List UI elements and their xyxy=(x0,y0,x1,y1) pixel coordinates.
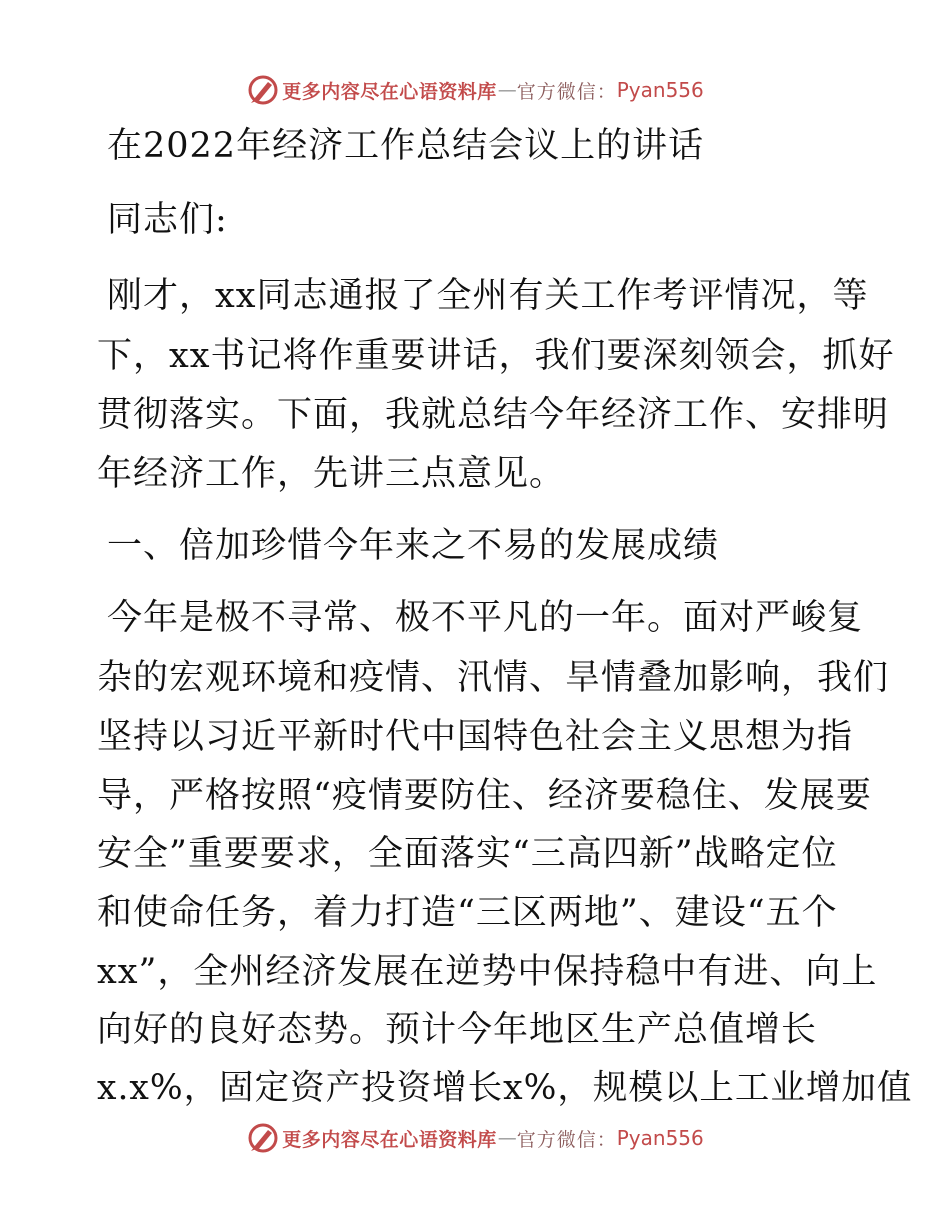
watermark-dash: — xyxy=(497,79,516,101)
pen-logo-icon xyxy=(246,1121,280,1155)
paragraph-2-line-2: 杂的宏观环境和疫情、汛情、旱情叠加影响，我们 xyxy=(97,658,890,698)
watermark-official-label: 官方微信： xyxy=(516,80,617,103)
pen-logo-icon xyxy=(246,73,280,107)
watermark-dash: — xyxy=(497,1127,516,1149)
watermark-account: Pyan556 xyxy=(616,1126,704,1150)
watermark-brand: 更多内容尽在心语资料库 xyxy=(282,80,497,103)
paragraph-2-line-1: 今年是极不寻常、极不平凡的一年。面对严峻复 xyxy=(107,598,864,638)
paragraph-2-line-4: 导，严格按照“疫情要防住、经济要稳住、发展要 xyxy=(97,776,872,816)
paragraph-2-line-3: 坚持以习近平新时代中国特色社会主义思想为指 xyxy=(97,717,854,757)
document-title: 在2022年经济工作总结会议上的讲话 xyxy=(107,126,705,166)
watermark-account: Pyan556 xyxy=(616,78,704,102)
paragraph-2-line-8: 向好的良好态势。预计今年地区生产总值增长 xyxy=(97,1010,818,1050)
paragraph-2-line-9: x.x%，固定资产投资增长x%，规模以上工业增加值 xyxy=(97,1068,913,1108)
section-heading-1: 一、倍加珍惜今年来之不易的发展成绩 xyxy=(107,526,720,566)
watermark-footer xyxy=(0,1118,950,1158)
watermark-official-label: 官方微信： xyxy=(516,1128,617,1151)
salutation: 同志们: xyxy=(107,200,228,240)
watermark-header xyxy=(0,70,950,110)
paragraph-1-line-3: 贯彻落实。下面，我就总结今年经济工作、安排明 xyxy=(97,395,890,435)
watermark-brand: 更多内容尽在心语资料库 xyxy=(282,1128,497,1151)
paragraph-1-line-1: 刚才，xx同志通报了全州有关工作考评情况，等 xyxy=(107,276,869,316)
paragraph-2-line-7: xx”，全州经济发展在逆势中保持稳中有进、向上 xyxy=(97,952,878,992)
paragraph-2-line-5: 安全”重要要求，全面落实“三高四新”战略定位 xyxy=(97,834,838,874)
paragraph-1-line-2: 下，xx书记将作重要讲话，我们要深刻领会，抓好 xyxy=(97,336,895,376)
paragraph-1-line-4: 年经济工作，先讲三点意见。 xyxy=(97,454,566,494)
paragraph-2-line-6: 和使命任务，着力打造“三区两地”、建设“五个 xyxy=(97,893,838,933)
